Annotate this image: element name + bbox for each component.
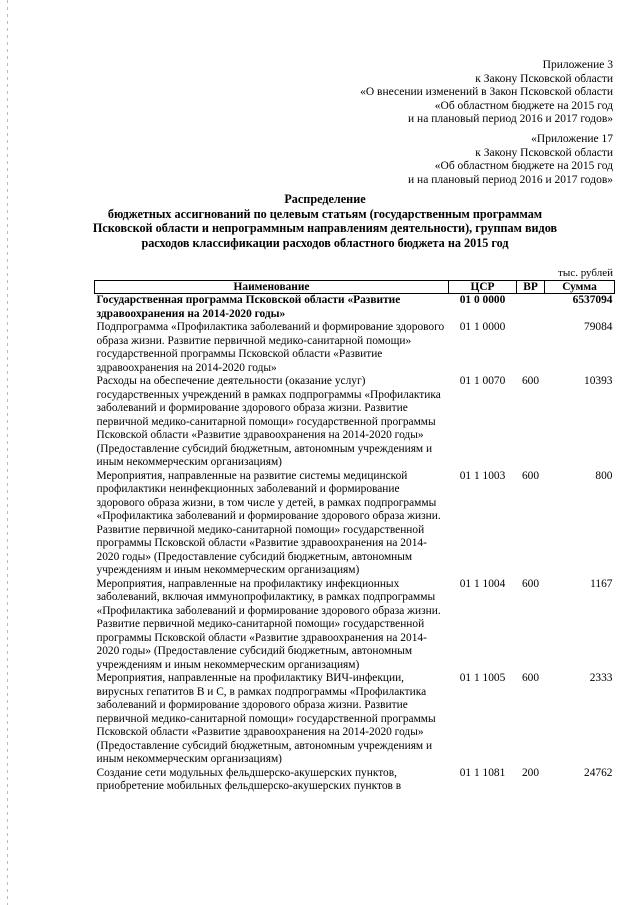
appendix-17-header bbox=[313, 133, 613, 187]
header-csr: ЦСР bbox=[449, 281, 517, 294]
document-title bbox=[90, 192, 560, 250]
row-vr: 200 bbox=[521, 766, 540, 779]
table-row bbox=[95, 470, 615, 578]
appendix-line: и на плановый период 2016 и 2017 годов» bbox=[408, 113, 613, 125]
table-row bbox=[95, 294, 615, 322]
row-sum: 2333 bbox=[589, 672, 613, 684]
title-line: бюджетных ассигнований по целевым статьям (государственным программам bbox=[107, 206, 543, 221]
appendix-line: «Об областном бюджете на 2015 год bbox=[434, 99, 613, 112]
row-vr bbox=[517, 321, 545, 375]
title-line: Распределение bbox=[284, 192, 366, 206]
row-name: Подпрограмма «Профилактика заболеваний и формирование здорового образа жизни. Развитие первичной медико-санитарной помощи» государственной программы Псковской области «Развитие здравоохранения на 2014-2020 годы» bbox=[96, 321, 445, 374]
title-line: Псковской области и непрограммным направлениям деятельности), группам видов bbox=[92, 221, 558, 235]
table-row bbox=[95, 578, 615, 673]
row-vr bbox=[517, 294, 545, 322]
row-csr: 01 1 1003 bbox=[459, 469, 506, 482]
table-row bbox=[95, 375, 615, 470]
appendix-line: «О внесении изменений в Закон Псковской области bbox=[360, 86, 613, 98]
row-sum: 1167 bbox=[590, 577, 613, 590]
row-csr: 01 1 0070 bbox=[459, 375, 506, 387]
appendix-line: к Закону Псковской области bbox=[475, 146, 613, 159]
appendix-line: к Закону Псковской области bbox=[475, 72, 613, 85]
table-row bbox=[95, 321, 615, 375]
row-csr: 01 1 1004 bbox=[459, 577, 506, 590]
row-sum: 10393 bbox=[584, 375, 613, 387]
table-row bbox=[95, 672, 615, 767]
row-sum: 79084 bbox=[584, 321, 613, 333]
row-name: Расходы на обеспечение деятельности (оказание услуг) государственных учреждений в рамках подпрограммы «Профилактика заболеваний и формирование здорового образа жизни. Развитие первичной медико-санитарной помощи» государственной программы Псковской области «Развитие здравоохранения на 2014-2020 годы» (Предоставление субсидий бюджетным, автономным учреждениям и иным некоммерческим организациям) bbox=[96, 375, 441, 468]
header-name: Наименование bbox=[95, 281, 449, 294]
row-csr: 01 1 1081 bbox=[459, 766, 506, 779]
row-sum: 24762 bbox=[584, 766, 613, 779]
title-line: расходов классификации расходов областного бюджета на 2015 год bbox=[141, 235, 509, 250]
table-row bbox=[95, 767, 615, 794]
row-name: Мероприятия, направленные на развитие системы медицинской профилактики неинфекционных заболеваний и формирование здорового образа жизни, в том числе у детей, в рамках подпрограммы «Профилактика заболеваний и формирование здорового образа жизни. Развитие первичной медико-санитарной помощи» государственной программы Псковской области «Развитие здравоохранения на 2014-2020 годы» (Предоставление субсидий бюджетным, автономным учреждениям и иным некоммерческим организациям) bbox=[96, 469, 441, 576]
row-sum: 800 bbox=[595, 469, 613, 482]
row-name: Создание сети модульных фельдшерско-акушерских пунктов, приобретение мобильных фельдшерско-акушерских пунктов в bbox=[96, 766, 402, 792]
row-vr: 600 bbox=[521, 577, 540, 590]
header-sum: Сумма bbox=[545, 281, 615, 294]
scan-edge bbox=[7, 0, 8, 905]
row-name: Мероприятия, направленные на профилактику ВИЧ-инфекции, вирусных гепатитов В и С, в рамках подпрограммы «Профилактика заболеваний и формирование здорового образа жизни. Развитие первичной медико-санитарной помощи» государственной программы Псковской области «Развитие здравоохранения на 2014-2020 годы» (Предоставление субсидий бюджетным, автономным учреждениям и иным некоммерческим организациям) bbox=[96, 672, 436, 765]
row-vr: 600 bbox=[521, 672, 540, 684]
row-csr: 01 0 0000 bbox=[459, 294, 506, 306]
appendix-line: «Приложение 17 bbox=[531, 133, 613, 145]
row-vr: 600 bbox=[521, 375, 540, 387]
appendix-line: «Об областном бюджете на 2015 год bbox=[434, 160, 613, 172]
units-label: тыс. рублей bbox=[558, 267, 613, 279]
appendix-line: Приложение 3 bbox=[542, 59, 613, 71]
row-vr: 600 bbox=[521, 469, 540, 482]
appendix-line: и на плановый период 2016 и 2017 годов» bbox=[408, 173, 613, 186]
row-csr: 01 1 0000 bbox=[459, 321, 506, 333]
row-sum: 6537094 bbox=[572, 294, 613, 306]
row-name: Мероприятия, направленные на профилактику инфекционных заболеваний, включая иммунопрофилактику, в рамках подпрограммы «Профилактика заболеваний и формирование здорового образа жизни. Развитие первичной медико-санитарной помощи» государственной программы Псковской области «Развитие здравоохранения на 2014-2020 годы» (Предоставление субсидий бюджетным, автономным учреждениям и иным некоммерческим организациям) bbox=[96, 577, 441, 671]
appendix-3-header bbox=[313, 59, 613, 127]
table-header-row bbox=[95, 281, 615, 294]
header-vr: ВР bbox=[517, 281, 545, 294]
row-csr: 01 1 1005 bbox=[459, 672, 506, 684]
row-name: Государственная программа Псковской области «Развитие здравоохранения на 2014-2020 годы» bbox=[96, 294, 401, 320]
budget-table bbox=[94, 280, 615, 794]
